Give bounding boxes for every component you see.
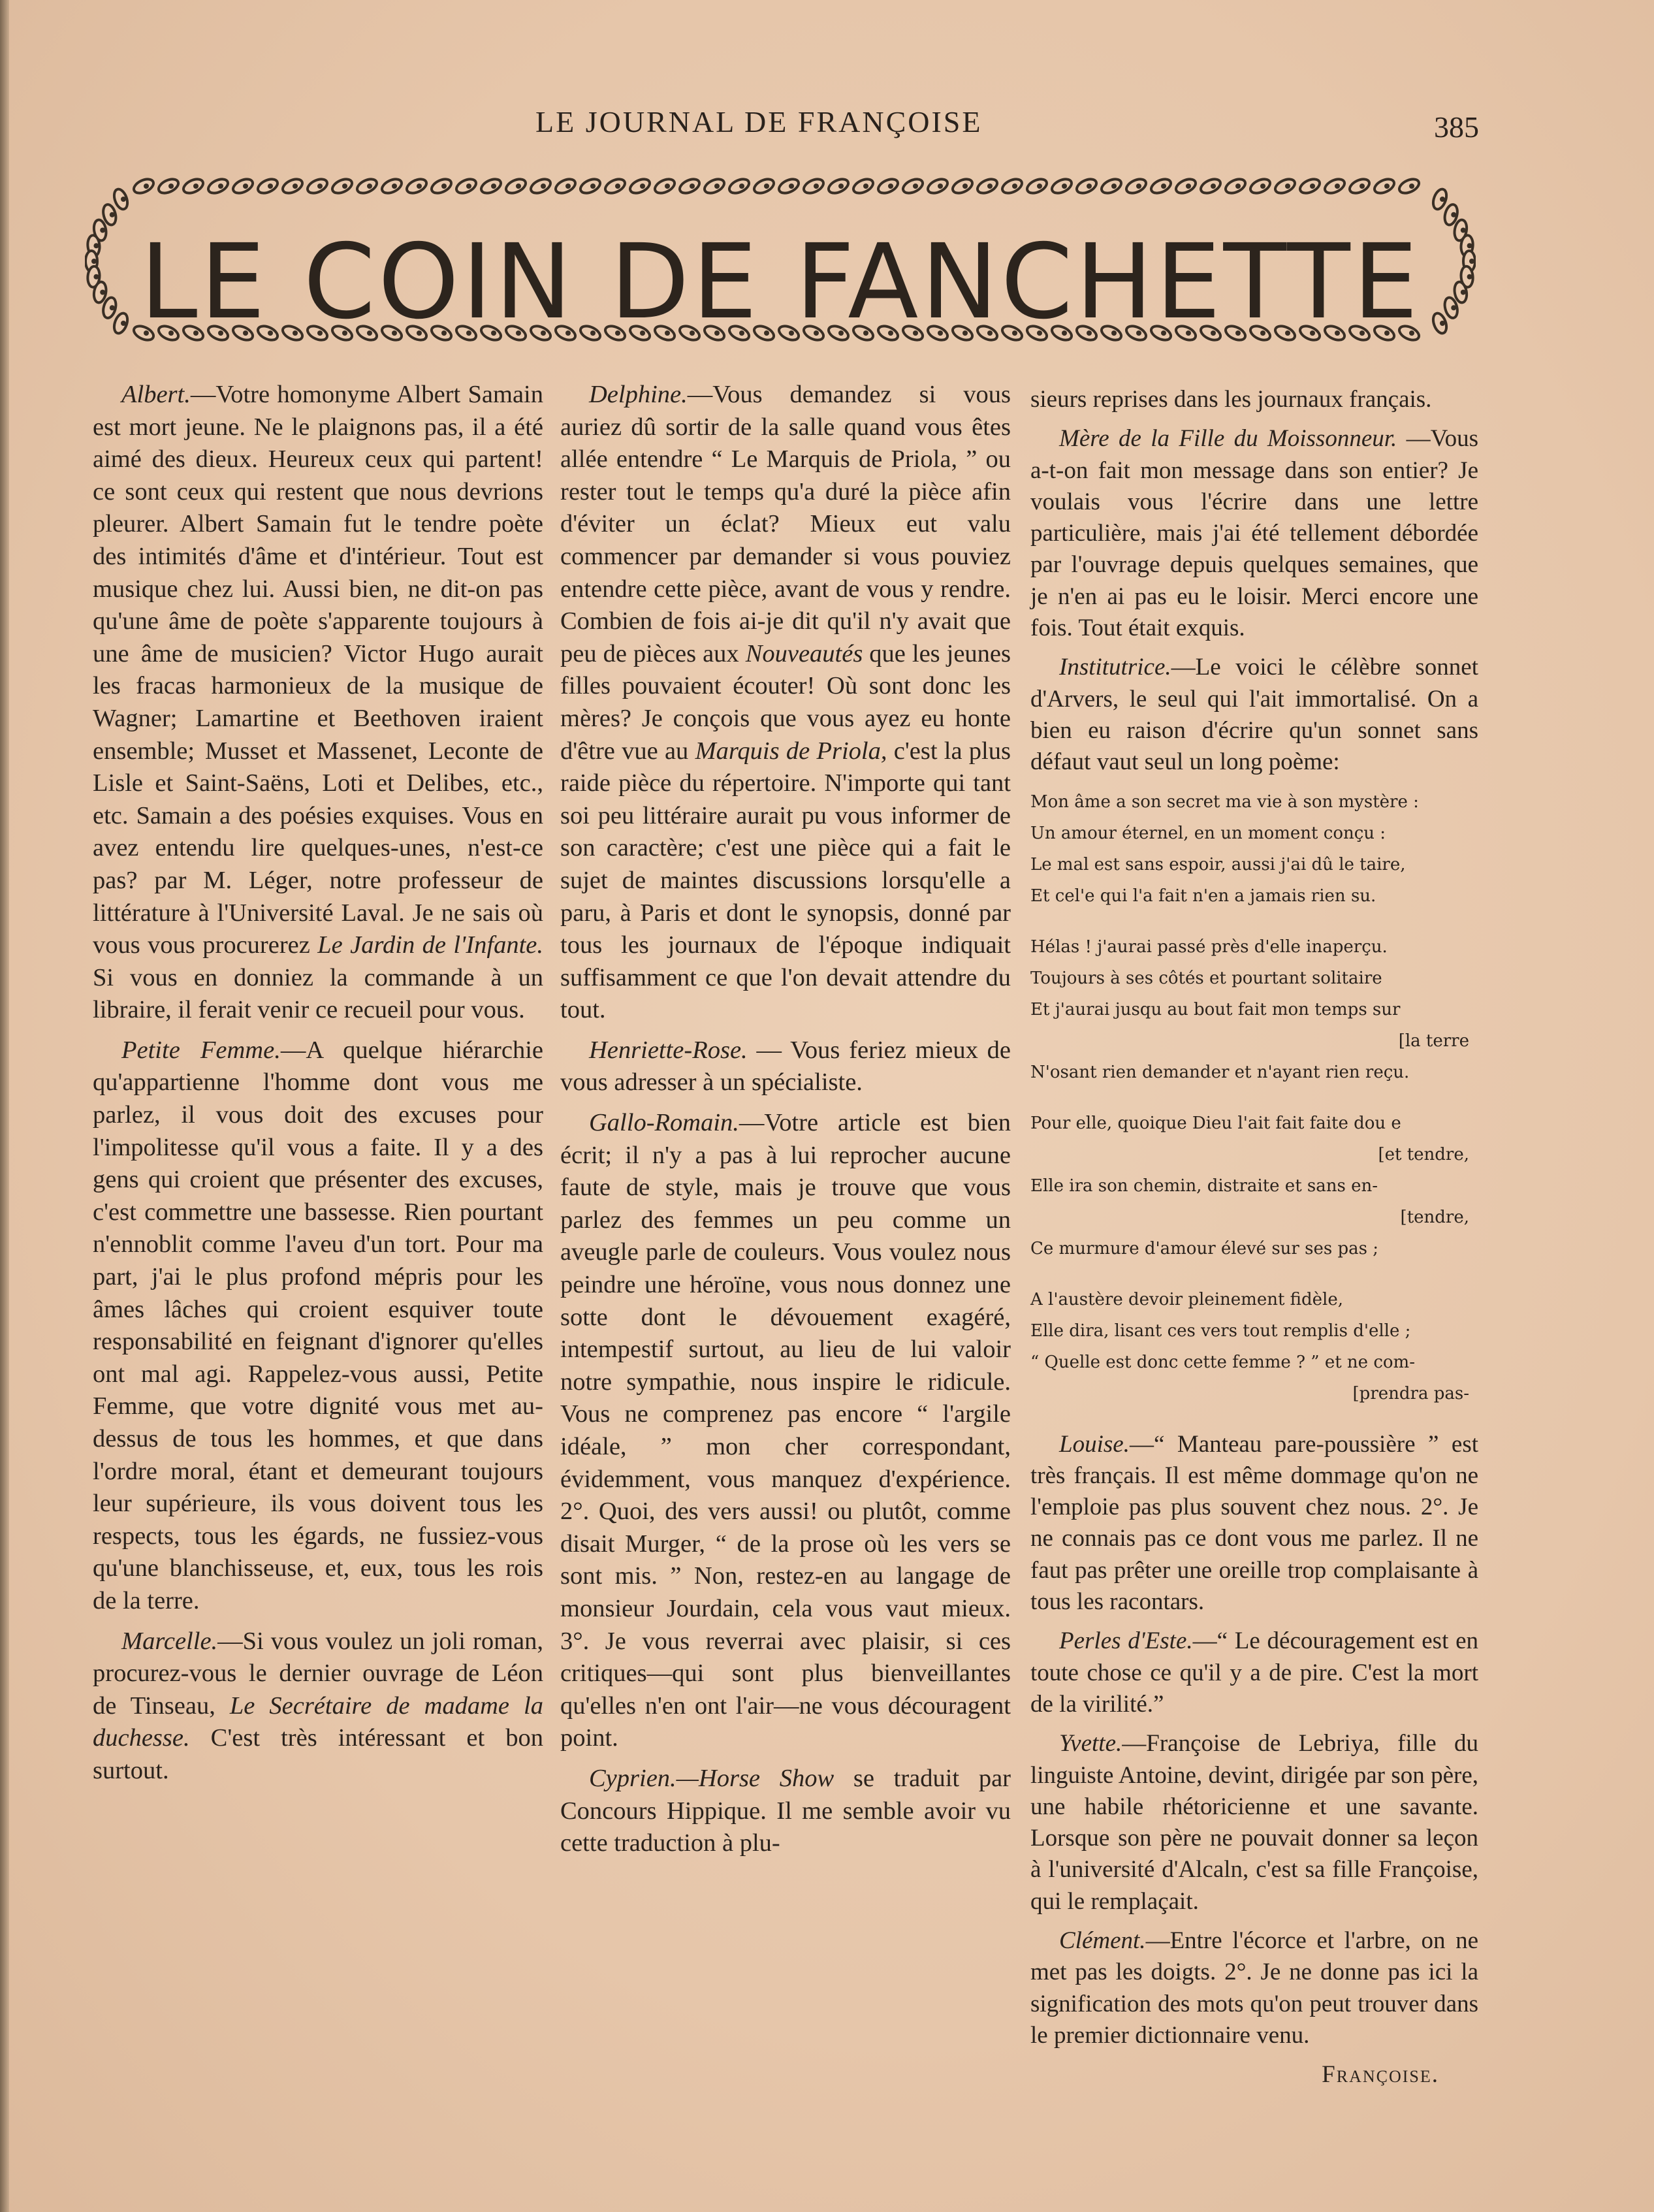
answer-louise — [1030, 1429, 1478, 1618]
title-banner — [85, 160, 1476, 362]
verse-line-overflow: [prendra pas- — [1352, 1383, 1469, 1403]
stanza-2 — [1030, 931, 1478, 1088]
answer-marcelle — [93, 1626, 543, 1787]
play-title: Marquis de Priola, — [695, 737, 887, 765]
answer-institutrice — [1030, 652, 1478, 778]
verse-line-overflow: [la terre — [1398, 1031, 1469, 1051]
column-2 — [560, 379, 1011, 1868]
answer-text: Si vous en donniez la commande à un libraire, il ferait venir ce recueil pour vous. — [93, 963, 543, 1024]
answer-cyprien-continued: sieurs reprises dans les journaux français. — [1030, 386, 1432, 413]
page-number: 385 — [1434, 110, 1479, 144]
answer-text: —Françoise de Lebriya, fille du linguiste Antoine, devint, dirigée par son père, une habile rhétoricienne et une savante. Lorsque son père ne pouvait donner sa leçon à l'université d'Alcaln, c'est sa fille Françoise, qui le remplaçait. — [1030, 1730, 1478, 1915]
verse-line: Mon âme a son secret ma vie à son mystère : — [1030, 792, 1419, 812]
answer-text: —“ Manteau pare-poussière ” est très français. Il est même dommage qu'on ne l'emploie pas plus souvent chez nous. 2°. Je ne connais pas ce dont vous me parlez. Il ne faut pas prêter une oreille trop complaisante à tous les racontars. — [1030, 1430, 1478, 1616]
verse-line: Un amour éternel, en un moment conçu : — [1030, 823, 1386, 843]
answer-text: —Le voici le célèbre sonnet d'Arvers, le seul qui l'ait immortalisé. On a bien eu raison d'écrire qu'un sonnet sans défaut vaut seul un long poème: — [1030, 654, 1478, 776]
answer-text: —Vous a-t-on fait mon message dans son entier? Je voulais vous l'écrire dans une lettre particulière, mais j'ai été tellement débordée par l'ouvrage depuis quelques semaines, que je n'en ai pas eu le loisir. Merci encore une fois. Tout était exquis. — [1030, 425, 1478, 642]
term: —Horse Show — [676, 1764, 835, 1792]
correspondent-name: Delphine. — [589, 381, 688, 408]
verse-line: Ce murmure d'amour élevé sur ses pas ; — [1030, 1238, 1378, 1258]
verse-line: Et cel'e qui l'a fait n'en a jamais rien su. — [1030, 886, 1376, 906]
answer-text: —Votre homonyme Albert Samain est mort jeune. Ne le plaignons pas, il a été aimé des dieux. Heureux ceux qui partent! ce sont ceux qui restent que nous devrions pleurer. Albert Samain fut le tendre poète des intimités d'âme et d'intérieur. Tout est musique chez lui. Aussi bien, ne dit-on pas qu'une âme de poète s'apparente toujours à une âme de musicien? Victor Hugo aurait les fracas harmonieux de la musique de Wagner; Lamartine et Beethoven iraient ensemble; Musset et Massenet, Leconte de Lisle et Saint-Saëns, Loti et Delibes, etc., etc. Samain a des poésies exquises. Vous en avez entendu lire quelques-unes, n'est-ce pas? par M. Léger, notre professeur de littérature à l'Université Laval. Je ne sais où vous vous procurerez — [93, 381, 543, 959]
answer-delphine — [560, 379, 1011, 1027]
column-1 — [93, 379, 543, 1795]
verse-line: Et j'aurai jusqu au bout fait mon temps sur — [1030, 999, 1401, 1019]
verse-line: Le mal est sans espoir, aussi j'ai dû le taire, — [1030, 854, 1406, 874]
theatre-name: Nouveautés — [745, 639, 863, 667]
stanza-4 — [1030, 1284, 1478, 1409]
correspondent-name: Cyprien. — [589, 1764, 676, 1792]
correspondent-name: Yvette. — [1059, 1730, 1122, 1757]
verse-line: Elle dira, lisant ces vers tout remplis d'elle ; — [1030, 1321, 1411, 1341]
sonnet-arvers — [1030, 786, 1478, 1409]
verse-line: A l'austère devoir pleinement fidèle, — [1030, 1289, 1344, 1309]
running-title: LE JOURNAL DE FRANÇOISE — [535, 105, 983, 138]
answer-text: se traduit par Concours Hippique. Il me semble avoir vu cette traduction à plu- — [560, 1764, 1011, 1857]
answer-text: —Vous demandez si vous auriez dû sortir de la salle quand vous êtes allée entendre “ Le Marquis de Priola, ” ou rester tout le temps qu'a duré la pièce afin d'éviter un éclat? Mieux eut valu commencer par demander si vous pouviez entendre cette pièce, avant de vous y rendre. Combien de fois ai-je dit qu'il n'y avait que peu de pièces aux — [560, 381, 1011, 667]
answer-gallo-romain — [560, 1107, 1011, 1755]
verse-line: Pour elle, quoique Dieu l'ait fait faite dou e — [1030, 1113, 1401, 1133]
stanza-3 — [1030, 1108, 1478, 1264]
correspondent-name: Institutrice. — [1059, 654, 1171, 681]
answer-text: — Vous feriez mieux de vous adresser à un spécialiste. — [560, 1036, 1011, 1097]
correspondent-name: Henriette-Rose. — [589, 1036, 748, 1064]
verse-line: Elle ira son chemin, distraite et sans en- — [1030, 1176, 1378, 1196]
answer-text: —Entre l'écorce et l'arbre, on ne met pas les doigts. 2°. Je ne donne pas ici la signification des mots qu'on peut trouver dans le premier dictionnaire venu. — [1030, 1927, 1478, 2049]
answer-perles-deste — [1030, 1626, 1478, 1720]
verse-line: Toujours à ses côtés et pourtant solitaire — [1030, 968, 1382, 988]
answer-text: c'est la plus raide pièce du répertoire. N'importe qui tant soi peu littéraire aurait pu vous informer de son caractère; c'est une pièce qui a fait le sujet de maintes discussions lorsqu'elle a paru, à Paris et dont le synopsis, donné par tous les journaux de l'époque indiquait suffisamment ce que l'on devait attendre du tout. — [560, 737, 1011, 1024]
answer-petite-femme — [93, 1034, 543, 1618]
answer-text: —Si vous voulez un joli roman, procurez-vous le dernier ouvrage de Léon de Tinseau, — [93, 1627, 543, 1720]
book-title: Le Jardin de l'Infante. — [317, 931, 543, 959]
section-title: LE COIN DE FANCHETTE — [140, 222, 1421, 342]
answer-text: C'est très intéressant et bon surtout. — [93, 1724, 543, 1784]
answer-text: —“ Le découragement est en toute chose ce qu'il y a de pire. C'est la mort de la virilité.” — [1030, 1627, 1478, 1718]
correspondent-name: Perles d'Este. — [1059, 1627, 1193, 1655]
book-title: Le Secrétaire de madame la duchesse. — [93, 1691, 543, 1752]
answer-mere — [1030, 423, 1478, 644]
answer-yvette — [1030, 1728, 1478, 1917]
verse-line: “ Quelle est donc cette femme ? ” et ne com- — [1030, 1352, 1415, 1372]
answer-cyprien — [560, 1763, 1011, 1860]
correspondent-name: Gallo-Romain. — [589, 1109, 739, 1137]
correspondent-name: Mère de la Fille du Moissonneur. — [1059, 425, 1397, 453]
answer-text: —Votre article est bien écrit; il n'y a pas à lui reprocher aucune faute de style, mais je trouve que vous parlez des femmes un peu comme un aveugle parle de couleurs. Vous voulez nous peindre une héroïne, vous nous donnez une sotte dont le dévouement exagéré, intempestif surtout, au lieu de lui valoir notre sympathie, nous inspire le ridicule. Vous ne comprenez pas encore “ l'argile idéale, ” mon cher correspondant, évidemment, vous manquez d'expérience. 2°. Quoi, des vers aussi! ou plutôt, comme disait Murger, “ de la prose où les vers se sont mis. ” Non, restez-en au langage de monsieur Jourdain, cela vous vaut mieux. 3°. Je vous reverrai avec plaisir, si ces critiques—qui sont plus bienveillantes qu'elles n'en ont l'air—ne vous découragent point. — [560, 1109, 1011, 1752]
correspondent-name: Petite Femme. — [121, 1036, 281, 1064]
answer-albert — [93, 379, 543, 1027]
answer-henriette-rose — [560, 1034, 1011, 1099]
column-3 — [1030, 384, 1478, 2091]
correspondent-name: Marcelle. — [121, 1627, 218, 1655]
answer-text: que les jeunes filles pouvaient écouter! Où sont donc les mères? Je conçois que vous ayez eu honte d'être vue au — [560, 639, 1011, 765]
verse-line: N'osant rien demander et n'ayant rien reçu. — [1030, 1062, 1410, 1082]
binding-edge — [0, 0, 9, 2212]
correspondent-name: Albert. — [121, 381, 191, 408]
correspondent-name: Louise. — [1059, 1430, 1130, 1458]
correspondent-name: Clément. — [1059, 1927, 1146, 1955]
verse-line-overflow: [et tendre, — [1378, 1144, 1469, 1164]
answer-clement — [1030, 1925, 1478, 2051]
verse-line: Hélas ! j'aurai passé près d'elle inaperçu. — [1030, 937, 1388, 957]
running-head — [0, 104, 1654, 144]
verse-line-overflow: [tendre, — [1400, 1207, 1469, 1227]
signature: Françoise. — [1322, 2061, 1439, 2089]
answer-text: —A quelque hiérarchie qu'appartienne l'homme dont vous me parlez, il vous doit des excuses pour l'impolitesse qu'il vous a faite. Il y a des gens qui croient que présenter des excuses, c'est commettre une bassesse. Rien pourtant n'ennoblit comme l'aveu d'un tort. Pour ma part, j'ai le plus profond mépris pour les âmes lâches qui croient esquiver toute responsabilité en feignant d'ignorer qu'elles ont mal agi. Rappelez-vous aussi, Petite Femme, que votre dignité vous met au-dessus de tous les hommes, et que dans l'ordre moral, étant et demeurant toujours leur supérieure, ils vous doivent tous les respects, tous les égards, ne fussiez-vous qu'une blanchisseuse, et, eux, tous les rois de la terre. — [93, 1036, 543, 1614]
stanza-1 — [1030, 786, 1478, 912]
